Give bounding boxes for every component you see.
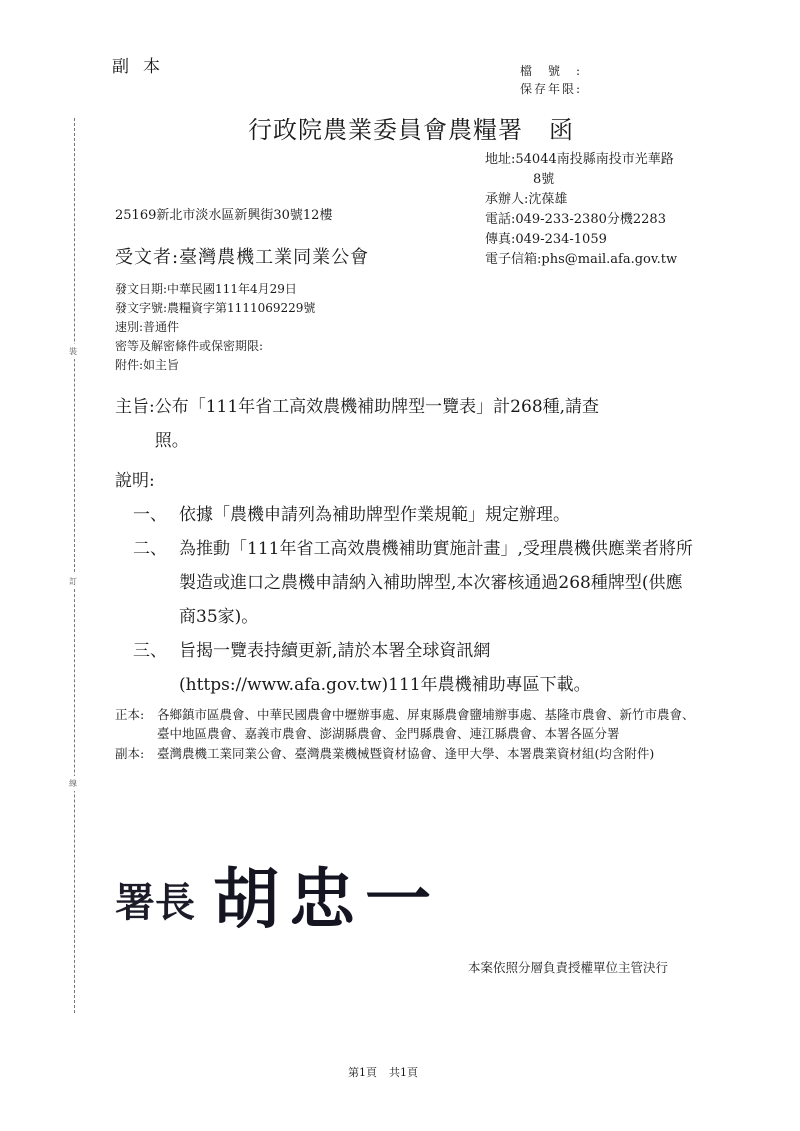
retention-label: 保存年限: bbox=[520, 82, 580, 96]
document-number: 發文字號:農糧資字第1111069229號 bbox=[115, 301, 316, 315]
signature-title: 署長 bbox=[115, 879, 195, 926]
issue-date: 發文日期:中華民國111年4月29日 bbox=[115, 282, 297, 296]
delivery-speed: 速別:普通件 bbox=[115, 320, 180, 334]
original-text: 各鄉鎮市區農會、中華民國農會中壢辦事處、屏東縣農會鹽埔辦事處、基隆市農會、新竹市農會、臺中地區農會、嘉義市農會、澎湖縣農會、金門縣農會、連江縣農會、本署各區分署 bbox=[157, 707, 695, 741]
item-number: 三、 bbox=[133, 641, 167, 661]
explanation-item bbox=[115, 532, 715, 634]
item-number: 二、 bbox=[133, 539, 167, 559]
document-type: 函 bbox=[549, 116, 574, 144]
sender-contact-block bbox=[485, 150, 677, 270]
file-number-label: 檔號: bbox=[520, 64, 580, 78]
explanation-item bbox=[115, 498, 715, 532]
copy-recipients bbox=[115, 745, 705, 764]
signature-name: 胡忠一 bbox=[213, 860, 441, 938]
subject-label: 主旨: bbox=[115, 397, 155, 417]
subject-line-1: 公布「111年省工高效農機補助牌型一覽表」計268種,請查 bbox=[154, 397, 600, 417]
subject-text bbox=[155, 390, 675, 458]
binding-mark-staple: 訂 bbox=[69, 574, 77, 589]
phone: 電話:049-233-2380分機2283 bbox=[485, 212, 666, 227]
copy-mark: 副本 bbox=[112, 57, 174, 77]
item-text: 旨揭一覽表持續更新,請於本署全球資訊網(https://www.afa.gov.tw)111年農機補助專區下載。 bbox=[179, 641, 591, 695]
classification: 密等及解密條件或保密期限: bbox=[115, 339, 264, 353]
original-label: 正本: bbox=[115, 707, 145, 722]
file-meta bbox=[520, 62, 580, 98]
letter-body bbox=[115, 390, 715, 702]
explanation-label: 說明: bbox=[115, 471, 155, 491]
agency-name: 行政院農業委員會農糧署 bbox=[248, 116, 523, 144]
binding-mark-bind: 裝 bbox=[69, 344, 77, 359]
subject bbox=[115, 390, 715, 458]
fax: 傳真:049-234-1059 bbox=[485, 232, 607, 247]
page-current: 第1頁 bbox=[348, 1066, 377, 1079]
letter-title bbox=[248, 110, 574, 145]
sender-address-cont: 8號 bbox=[533, 172, 555, 187]
binding-mark-line: 線 bbox=[69, 776, 77, 791]
page-total: 共1頁 bbox=[389, 1066, 418, 1079]
delegation-note: 本案依照分層負責授權單位主管決行 bbox=[468, 960, 669, 975]
copy-label: 副本: bbox=[115, 746, 145, 761]
document-meta bbox=[115, 280, 315, 375]
binding-line bbox=[74, 118, 75, 1013]
item-text: 依據「農機申請列為補助牌型作業規範」規定辦理。 bbox=[179, 505, 570, 525]
email: 電子信箱:phs@mail.afa.gov.tw bbox=[485, 252, 678, 267]
attachment: 附件:如主旨 bbox=[115, 358, 180, 372]
recipient: 受文者:臺灣農機工業同業公會 bbox=[115, 247, 370, 268]
recipient-address: 25169新北市淡水區新興街30號12樓 bbox=[115, 208, 333, 223]
distribution-list bbox=[115, 706, 705, 764]
subject-line-2: 照。 bbox=[154, 431, 189, 451]
copy-text: 臺灣農機工業同業公會、臺灣農業機械暨資材協會、逢甲大學、本署農業資材組(均含附件) bbox=[157, 746, 655, 761]
explanation-item bbox=[115, 634, 715, 702]
signature-graphic bbox=[115, 852, 475, 942]
item-text: 為推動「111年省工高效農機補助實施計畫」,受理農機供應業者將所製造或進口之農機申請納入補助牌型,本次審核通過268種牌型(供應商35家)。 bbox=[179, 539, 693, 627]
page-number bbox=[348, 1064, 418, 1080]
sender-address: 地址:54044南投縣南投市光華路 bbox=[485, 152, 674, 167]
original-recipients bbox=[115, 706, 705, 743]
item-number: 一、 bbox=[133, 505, 167, 525]
handler: 承辦人:沈葆雄 bbox=[485, 192, 568, 207]
signature-stamp bbox=[115, 852, 475, 942]
